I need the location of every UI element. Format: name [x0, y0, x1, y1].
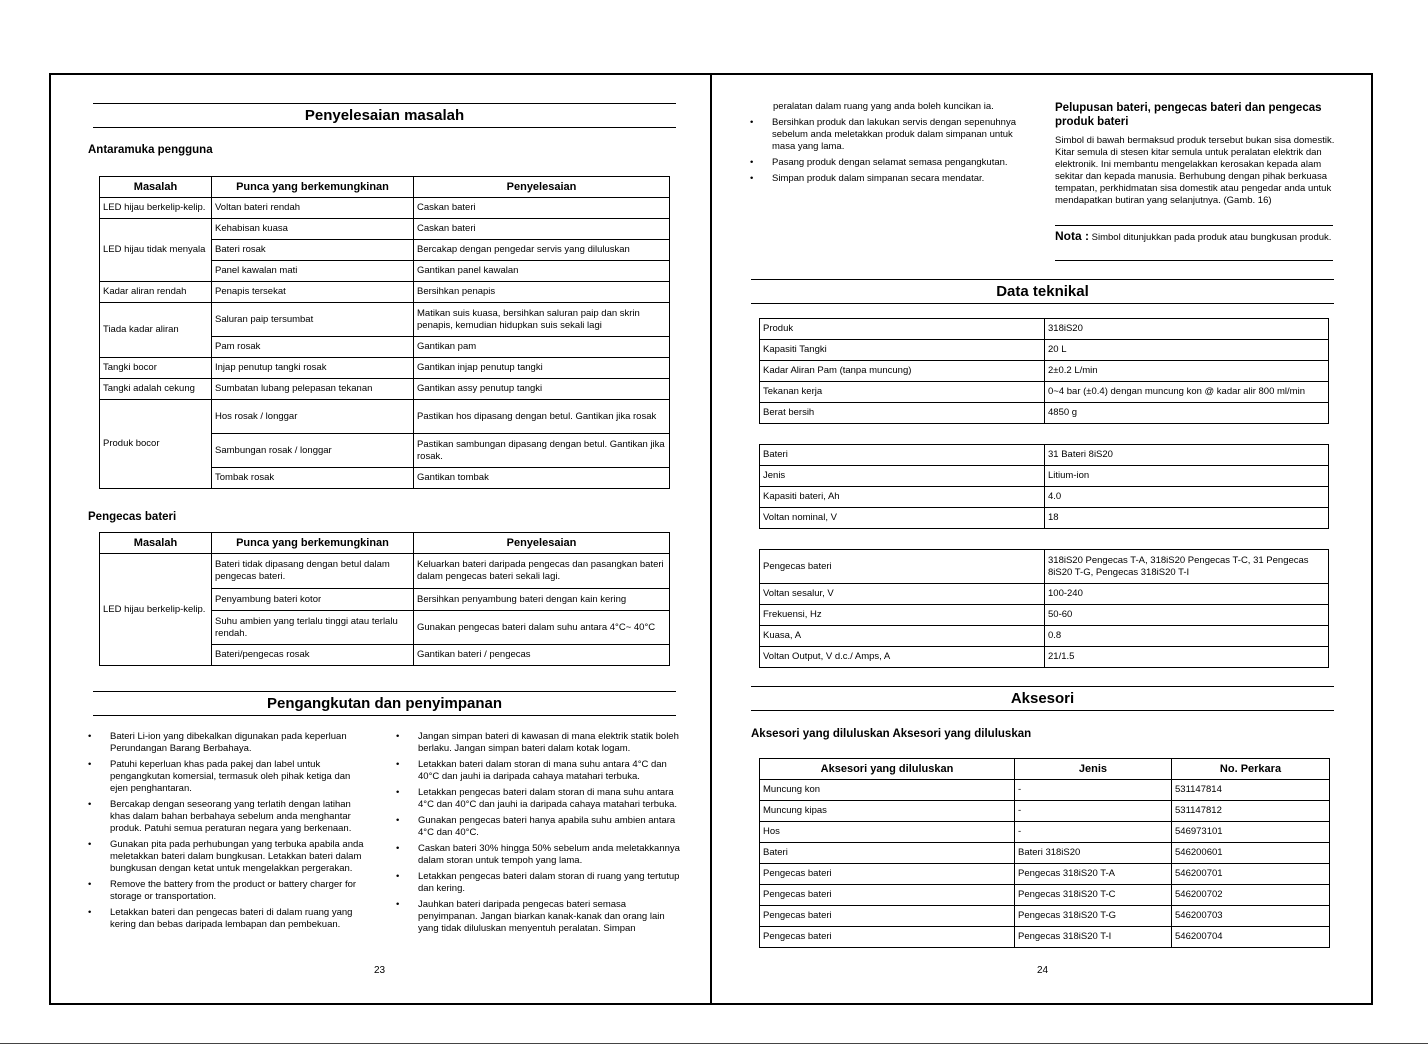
solution-cell: Gantikan assy penutup tangki	[414, 379, 670, 400]
cause-cell: Penyambung bateri kotor	[212, 589, 414, 611]
spec-value: 100-240	[1045, 584, 1329, 605]
table-row	[760, 843, 1330, 864]
list-item: • Letakkan bateri dalam storan di mana suhu antara 4°C dan 40°C dan jauhi ia daripada cahaya matahari terbuka.	[396, 759, 686, 783]
solution-cell: Pastikan sambungan dipasang dengan betul. Gantikan jika rosak.	[414, 434, 670, 468]
solution-cell: Matikan suis kuasa, bersihkan saluran paip dan skrin penapis, kemudian hidupkan suis sekali lagi	[414, 303, 670, 337]
cause-cell: Sambungan rosak / longgar	[212, 434, 414, 468]
accessory-cell: Muncung kon	[760, 780, 1015, 801]
note-rule-top	[1055, 225, 1333, 226]
spec-value: 4850 g	[1045, 403, 1329, 424]
list-item: • Letakkan pengecas bateri dalam storan di ruang yang tertutup dan kering.	[396, 871, 686, 895]
solution-cell: Gunakan pengecas bateri dalam suhu antara 4°C~ 40°C	[414, 611, 670, 645]
table-row	[760, 466, 1329, 487]
spec-label: Voltan Output, V d.c./ Amps, A	[760, 647, 1045, 668]
accessory-cell: Pengecas bateri	[760, 906, 1015, 927]
page-23	[51, 75, 710, 1003]
solution-cell: Gantikan bateri / pengecas	[414, 645, 670, 666]
problem-cell: Tangki bocor	[100, 358, 212, 379]
spec-value: 31 Bateri 8iS20	[1045, 445, 1329, 466]
type-cell: -	[1015, 822, 1172, 843]
cause-cell: Injap penutup tangki rosak	[212, 358, 414, 379]
list-item: • Patuhi keperluan khas pada pakej dan label untuk pengangkutan komersial, termasuk oleh pihak ketiga dan ejen penghantaran.	[88, 759, 368, 795]
list-item: • Letakkan bateri dan pengecas bateri di dalam ruang yang kering dan bebas daripada lembapan dan pembekuan.	[88, 907, 368, 931]
problem-cell: LED hijau berkelip-kelip.	[100, 198, 212, 219]
table-row	[760, 927, 1330, 948]
table-row	[760, 906, 1330, 927]
cause-cell: Bateri tidak dipasang dengan betul dalam pengecas bateri.	[212, 554, 414, 589]
cause-cell: Kehabisan kuasa	[212, 219, 414, 240]
table-row	[100, 219, 670, 240]
list-item: • Gunakan pengecas bateri hanya apabila suhu ambien antara 4°C dan 40°C.	[396, 815, 686, 839]
storage-bullets	[750, 117, 1035, 189]
table-row	[760, 382, 1329, 403]
charger-troubleshooting-table	[99, 532, 670, 666]
table-row	[760, 508, 1329, 529]
section-title-accessories: Aksesori	[751, 686, 1334, 711]
table-row	[100, 400, 670, 434]
table-row	[760, 801, 1330, 822]
type-cell: Pengecas 318iS20 T-I	[1015, 927, 1172, 948]
accessories-table	[759, 758, 1330, 948]
part-no-cell: 546200704	[1172, 927, 1330, 948]
continued-text: peralatan dalam ruang yang anda boleh kuncikan ia.	[773, 101, 994, 112]
part-no-cell: 546973101	[1172, 822, 1330, 843]
spec-value: 318iS20 Pengecas T-A, 318iS20 Pengecas T-C, 31 Pengecas 8iS20 T-G, Pengecas 318iS20 T-I	[1045, 550, 1329, 584]
table-row	[760, 584, 1329, 605]
solution-cell: Pastikan hos dipasang dengan betul. Gantikan jika rosak	[414, 400, 670, 434]
solution-cell: Bersihkan penapis	[414, 282, 670, 303]
accessory-cell: Pengecas bateri	[760, 885, 1015, 906]
type-cell: -	[1015, 801, 1172, 822]
spec-value: 20 L	[1045, 340, 1329, 361]
tech-table-product	[759, 318, 1329, 424]
accessory-cell: Hos	[760, 822, 1015, 843]
table-row	[760, 361, 1329, 382]
col-header-solution: Penyelesaian	[414, 533, 670, 554]
cause-cell: Bateri rosak	[212, 240, 414, 261]
spec-label: Kapasiti bateri, Ah	[760, 487, 1045, 508]
accessory-cell: Muncung kipas	[760, 801, 1015, 822]
spec-value: 318iS20	[1045, 319, 1329, 340]
col-header-cause: Punca yang berkemungkinan	[212, 177, 414, 198]
note-label: Nota :	[1055, 229, 1089, 243]
spec-value: 21/1.5	[1045, 647, 1329, 668]
spec-value: 50-60	[1045, 605, 1329, 626]
page-number: 24	[1037, 965, 1049, 976]
table-row	[100, 379, 670, 400]
spec-label: Kapasiti Tangki	[760, 340, 1045, 361]
tech-table-charger	[759, 549, 1329, 668]
type-cell: Pengecas 318iS20 T-A	[1015, 864, 1172, 885]
table-row	[760, 403, 1329, 424]
solution-cell: Gantikan injap penutup tangki	[414, 358, 670, 379]
cause-cell: Voltan bateri rendah	[212, 198, 414, 219]
table-row	[100, 358, 670, 379]
part-no-cell: 546200703	[1172, 906, 1330, 927]
spec-value: 0~4 bar (±0.4) dengan muncung kon @ kadar alir 800 ml/min	[1045, 382, 1329, 403]
list-item: • Gunakan pita pada perhubungan yang terbuka apabila anda meletakkan bateri dalam bungkusan. Letakkan bateri dalam bungkusan dengan ketat untuk mengelakkan pergerakan.	[88, 839, 368, 875]
solution-cell: Gantikan tombak	[414, 468, 670, 489]
col-header-solution: Penyelesaian	[414, 177, 670, 198]
disposal-title: Pelupusan bateri, pengecas bateri dan pengecas produk bateri	[1055, 102, 1322, 128]
table-row	[100, 282, 670, 303]
cause-cell: Panel kawalan mati	[212, 261, 414, 282]
problem-cell: LED hijau tidak menyala	[100, 219, 212, 282]
table-row	[760, 319, 1329, 340]
cause-cell: Bateri/pengecas rosak	[212, 645, 414, 666]
problem-cell: Tiada kadar aliran	[100, 303, 212, 358]
col-header-accessory: Aksesori yang diluluskan	[760, 759, 1015, 780]
solution-cell: Caskan bateri	[414, 198, 670, 219]
solution-cell: Gantikan pam	[414, 337, 670, 358]
spec-label: Kadar Aliran Pam (tanpa muncung)	[760, 361, 1045, 382]
cause-cell: Tombak rosak	[212, 468, 414, 489]
cause-cell: Penapis tersekat	[212, 282, 414, 303]
type-cell: Pengecas 318iS20 T-C	[1015, 885, 1172, 906]
list-item: • Bercakap dengan seseorang yang terlatih dengan latihan khas dalam bahan berbahaya sebelum anda menghantar produk. Patuhi semua peraturan negara yang berkenaan.	[88, 799, 368, 835]
note	[1055, 230, 1335, 244]
list-item: • Jauhkan bateri daripada pengecas bateri semasa penyimpanan. Jangan biarkan kanak-kanak dan orang lain yang tidak diluluskan menyentuh peralatan. Simpan	[396, 899, 686, 935]
accessory-cell: Bateri	[760, 843, 1015, 864]
accessory-cell: Pengecas bateri	[760, 864, 1015, 885]
list-item: • Letakkan pengecas bateri dalam storan di mana suhu antara 4°C dan 40°C dan jauhi ia daripada cahaya matahari terbuka.	[396, 787, 686, 811]
col-header-problem: Masalah	[100, 533, 212, 554]
cause-cell: Suhu ambien yang terlalu tinggi atau terlalu rendah.	[212, 611, 414, 645]
spec-label: Bateri	[760, 445, 1045, 466]
note-rule-bottom	[1055, 260, 1333, 261]
spec-label: Jenis	[760, 466, 1045, 487]
tech-table-battery	[759, 444, 1329, 529]
table-row	[100, 303, 670, 337]
spec-label: Pengecas bateri	[760, 550, 1045, 584]
type-cell: Bateri 318iS20	[1015, 843, 1172, 864]
section-title-troubleshooting: Penyelesaian masalah	[93, 103, 676, 128]
section-title-technical: Data teknikal	[751, 279, 1334, 304]
table-row	[760, 822, 1330, 843]
list-item: • Bersihkan produk dan lakukan servis dengan sepenuhnya sebelum anda meletakkan produk dalam simpanan untuk masa yang lama.	[750, 117, 1035, 153]
bottom-rule	[0, 1043, 1428, 1044]
part-no-cell: 546200601	[1172, 843, 1330, 864]
spec-label: Frekuensi, Hz	[760, 605, 1045, 626]
table-row	[760, 550, 1329, 584]
spec-value: 0.8	[1045, 626, 1329, 647]
list-item: • Pasang produk dengan selamat semasa pengangkutan.	[750, 157, 1035, 169]
transport-bullets-col1	[88, 731, 368, 935]
part-no-cell: 531147814	[1172, 780, 1330, 801]
solution-cell: Caskan bateri	[414, 219, 670, 240]
disposal-text: Simbol di bawah bermaksud produk tersebut bukan sisa domestik. Kitar semula di stesen kitar semula untuk peralatan elektrik dan elektronik. Ini membantu mengelakkan kerosakan kepada alam sekitar dan kepada manusia. Berhubung dengan pihak berkuasa tempatan, perkhidmatan sisa domestik atau pengedar anda untuk mendapatkan butiran yang selanjutnya. (Gamb. 16)	[1055, 135, 1335, 206]
table-row	[760, 780, 1330, 801]
page-24	[712, 75, 1371, 1003]
problem-cell: Tangki adalah cekung	[100, 379, 212, 400]
table-row	[760, 626, 1329, 647]
list-item: • Jangan simpan bateri di kawasan di mana elektrik statik boleh berlaku. Jangan simpan bateri dalam kotak logam.	[396, 731, 686, 755]
table-row	[100, 198, 670, 219]
spec-label: Berat bersih	[760, 403, 1045, 424]
spec-label: Tekanan kerja	[760, 382, 1045, 403]
col-header-problem: Masalah	[100, 177, 212, 198]
list-item: • Caskan bateri 30% hingga 50% sebelum anda meletakkannya dalam storan untuk tempoh yang lama.	[396, 843, 686, 867]
page-number: 23	[374, 965, 386, 976]
list-item: • Remove the battery from the product or battery charger for storage or transportation.	[88, 879, 368, 903]
transport-bullets-col2	[396, 731, 686, 939]
table-row	[760, 864, 1330, 885]
accessories-heading: Aksesori yang diluluskan Aksesori yang diluluskan	[751, 728, 1032, 740]
type-cell: Pengecas 318iS20 T-G	[1015, 906, 1172, 927]
col-header-part-no: No. Perkara	[1172, 759, 1330, 780]
spec-label: Produk	[760, 319, 1045, 340]
table-row	[760, 487, 1329, 508]
cause-cell: Sumbatan lubang pelepasan tekanan	[212, 379, 414, 400]
solution-cell: Gantikan panel kawalan	[414, 261, 670, 282]
table-row	[760, 340, 1329, 361]
table-row	[760, 885, 1330, 906]
table-row	[760, 605, 1329, 626]
spec-label: Voltan sesalur, V	[760, 584, 1045, 605]
problem-cell: Kadar aliran rendah	[100, 282, 212, 303]
problem-cell: LED hijau berkelip-kelip.	[100, 554, 212, 666]
type-cell: -	[1015, 780, 1172, 801]
table-row	[100, 554, 670, 589]
problem-cell: Produk bocor	[100, 400, 212, 489]
part-no-cell: 546200702	[1172, 885, 1330, 906]
accessory-cell: Pengecas bateri	[760, 927, 1015, 948]
list-item: • Bateri Li-ion yang dibekalkan digunakan pada keperluan Perundangan Barang Berbahaya.	[88, 731, 368, 755]
spec-value: 18	[1045, 508, 1329, 529]
table-row	[760, 445, 1329, 466]
col-header-type: Jenis	[1015, 759, 1172, 780]
spec-value: 4.0	[1045, 487, 1329, 508]
note-text: Simbol ditunjukkan pada produk atau bungkusan produk.	[1091, 232, 1332, 243]
charger-heading: Pengecas bateri	[88, 511, 177, 523]
spec-value: 2±0.2 L/min	[1045, 361, 1329, 382]
cause-cell: Pam rosak	[212, 337, 414, 358]
solution-cell: Bercakap dengan pengedar servis yang diluluskan	[414, 240, 670, 261]
list-item: • Simpan produk dalam simpanan secara mendatar.	[750, 173, 1035, 185]
ui-heading: Antaramuka pengguna	[88, 144, 213, 156]
spec-value: Litium-ion	[1045, 466, 1329, 487]
spec-label: Voltan nominal, V	[760, 508, 1045, 529]
col-header-cause: Punca yang berkemungkinan	[212, 533, 414, 554]
ui-troubleshooting-table	[99, 176, 670, 489]
cause-cell: Saluran paip tersumbat	[212, 303, 414, 337]
solution-cell: Keluarkan bateri daripada pengecas dan pasangkan bateri dalam pengecas bateri sekali lagi.	[414, 554, 670, 589]
part-no-cell: 546200701	[1172, 864, 1330, 885]
part-no-cell: 531147812	[1172, 801, 1330, 822]
table-row	[760, 647, 1329, 668]
spec-label: Kuasa, A	[760, 626, 1045, 647]
solution-cell: Bersihkan penyambung bateri dengan kain kering	[414, 589, 670, 611]
section-title-transport: Pengangkutan dan penyimpanan	[93, 691, 676, 716]
cause-cell: Hos rosak / longgar	[212, 400, 414, 434]
